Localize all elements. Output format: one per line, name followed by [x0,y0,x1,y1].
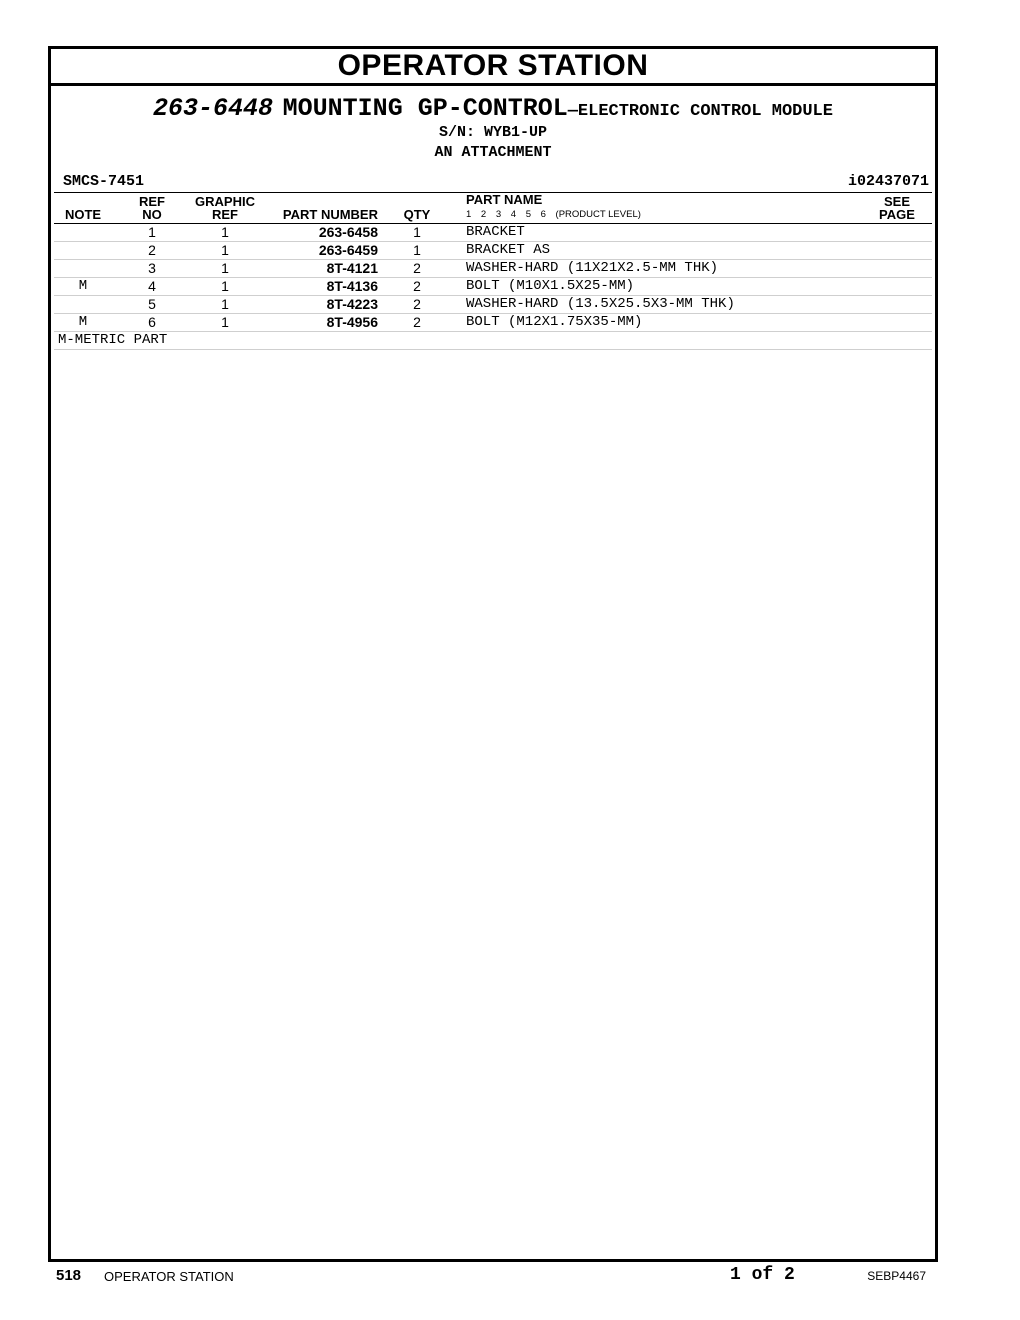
col-qty: QTY [384,193,450,224]
page-footer [56,1265,926,1289]
row-ref-no: 3 [112,260,192,278]
group-heading [51,94,935,123]
row-qty: 2 [384,314,450,332]
row-note [54,260,112,278]
row-part-number[interactable]: 8T-4223 [258,296,384,314]
row-ref-no: 6 [112,314,192,332]
group-title-separator: — [567,102,578,121]
col-part-number: PART NUMBER [258,193,384,224]
table-row [54,260,932,278]
row-part-name: BRACKET AS [450,242,862,260]
row-ref-no: 5 [112,296,192,314]
row-ref-no: 4 [112,278,192,296]
row-see-page [862,260,932,278]
row-note: M [54,314,112,332]
col-note: NOTE [54,193,112,224]
row-part-number[interactable]: 263-6459 [258,242,384,260]
row-ref-no: 2 [112,242,192,260]
row-part-number[interactable]: 263-6458 [258,224,384,242]
col-see-page: SEE PAGE [862,193,932,224]
reference-line [51,169,935,193]
row-part-number[interactable]: 8T-4136 [258,278,384,296]
metric-part-footnote: M-METRIC PART [54,332,932,350]
row-qty: 1 [384,242,450,260]
row-see-page [862,242,932,260]
section-title: OPERATOR STATION [51,49,935,86]
row-graphic-ref: 1 [192,314,258,332]
group-title: MOUNTING GP-CONTROL [282,94,568,123]
table-row [54,278,932,296]
row-graphic-ref: 1 [192,278,258,296]
smcs-code: SMCS-7451 [63,173,145,190]
row-note [54,242,112,260]
parts-table [54,192,932,350]
row-part-name: WASHER-HARD (11X21X2.5-MM THK) [450,260,862,278]
document-id: SEBP4467 [867,1269,926,1283]
illustration-id: i02437071 [847,173,929,190]
row-see-page [862,314,932,332]
row-note [54,296,112,314]
parts-table-header [54,193,932,224]
row-graphic-ref: 1 [192,242,258,260]
row-qty: 2 [384,260,450,278]
table-row [54,296,932,314]
attachment-label: AN ATTACHMENT [434,144,552,161]
row-see-page [862,296,932,314]
col-part-name: PART NAME 1 2 3 4 5 6 (PRODUCT LEVEL) [450,193,862,224]
row-ref-no: 1 [112,224,192,242]
row-qty: 2 [384,296,450,314]
col-graphic-ref: GRAPHIC REF [192,193,258,224]
row-part-name: BRACKET [450,224,862,242]
row-note [54,224,112,242]
table-row [54,224,932,242]
parts-page-frame [48,46,938,1262]
group-subtitle: ELECTRONIC CONTROL MODULE [577,102,833,121]
footnote-row [54,332,932,350]
row-part-number[interactable]: 8T-4956 [258,314,384,332]
row-part-name: BOLT (M10X1.5X25-MM) [450,278,862,296]
row-see-page [862,278,932,296]
table-row [54,242,932,260]
row-part-name: BOLT (M12X1.75X35-MM) [450,314,862,332]
row-graphic-ref: 1 [192,296,258,314]
group-part-number: 263-6448 [153,94,274,123]
row-part-number[interactable]: 8T-4121 [258,260,384,278]
col-ref-no: REF NO [112,193,192,224]
table-row [54,314,932,332]
page-number: 518 [56,1267,82,1284]
page-of-count: 1 of 2 [730,1265,795,1285]
row-qty: 1 [384,224,450,242]
footer-section: OPERATOR STATION [104,1269,234,1284]
row-graphic-ref: 1 [192,260,258,278]
row-qty: 2 [384,278,450,296]
row-note: M [54,278,112,296]
row-part-name: WASHER-HARD (13.5X25.5X3-MM THK) [450,296,862,314]
row-see-page [862,224,932,242]
serial-number: S/N: WYB1-UP [438,124,548,141]
product-levels: 1 2 3 4 5 6 (PRODUCT LEVEL) [466,209,641,220]
row-graphic-ref: 1 [192,224,258,242]
